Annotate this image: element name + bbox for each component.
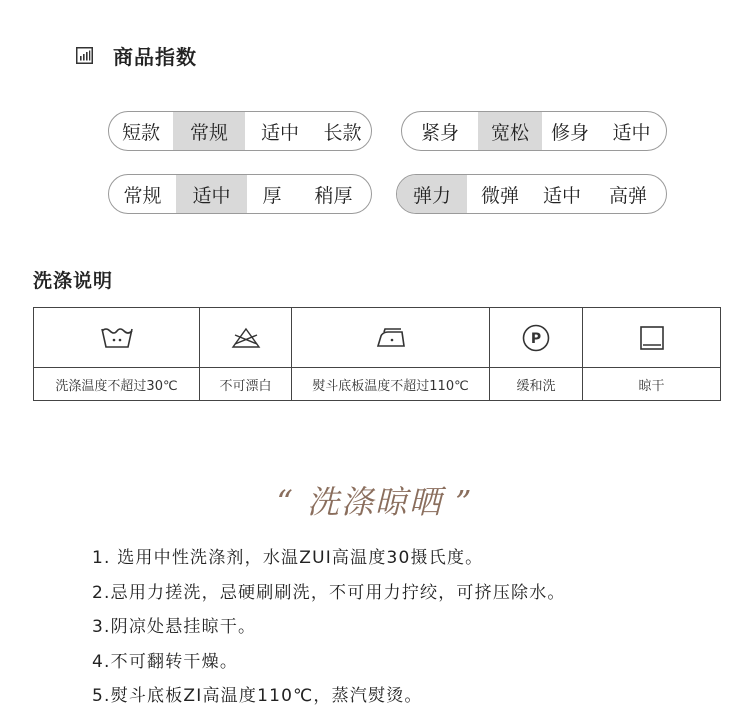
care-icon-cell [292, 308, 490, 367]
care-label: 洗涤温度不超过30℃ [55, 378, 178, 394]
index-option: 高弹 [608, 184, 647, 207]
section-header-product-index [76, 40, 197, 70]
care-label: 不可漂白 [219, 378, 272, 394]
index-option-selected: 宽松 [478, 112, 542, 150]
care-label-cell [490, 368, 583, 400]
index-thickness [108, 174, 372, 214]
index-elasticity [396, 174, 667, 214]
dry-clean-p-icon [521, 323, 551, 353]
index-length [108, 111, 372, 151]
index-option-selected: 适中 [176, 175, 247, 213]
care-table [33, 307, 721, 401]
washing-tips-list [92, 541, 566, 714]
no-bleach-icon [231, 326, 261, 350]
index-option: 适中 [612, 121, 651, 144]
care-label: 熨斗底板温度不超过110℃ [312, 378, 469, 394]
index-option: 短款 [121, 121, 160, 144]
index-option-selected: 弹力 [397, 175, 467, 213]
care-labels-row [34, 368, 720, 400]
care-label-cell [200, 368, 292, 400]
list-item: 2.忌用力搓洗，忌硬刷刷洗，不可用力拧绞，可挤压除水。 [92, 582, 566, 603]
dry-clean-letter: P [530, 330, 542, 347]
line-dry-icon [639, 325, 665, 351]
washing-title: “ 洗涤晾晒 ” [276, 483, 474, 521]
list-item: 5.熨斗底板ZI高温度110℃，蒸汽熨烫。 [92, 686, 423, 706]
index-option: 厚 [262, 184, 282, 207]
iron-icon [375, 327, 407, 349]
care-label-cell [292, 368, 490, 400]
index-option: 常规 [123, 184, 162, 207]
index-option: 适中 [260, 121, 299, 144]
index-fit [401, 111, 667, 151]
care-icon-cell [490, 308, 583, 367]
index-option: 修身 [550, 121, 589, 144]
care-label: 晾干 [638, 378, 665, 394]
index-option-selected: 常规 [173, 112, 245, 150]
index-option: 适中 [542, 184, 581, 207]
care-icon-cell [34, 308, 200, 367]
bar-chart-icon [76, 47, 93, 64]
care-label-cell [34, 368, 200, 400]
care-section-title: 洗涤说明 [33, 270, 114, 292]
index-option: 紧身 [420, 121, 459, 144]
list-item: 3.阴凉处悬挂晾干。 [92, 617, 257, 637]
care-icon-cell [583, 308, 720, 367]
care-icon-cell [200, 308, 292, 367]
care-label: 缓和洗 [516, 378, 556, 394]
care-icons-row [34, 308, 720, 368]
care-label-cell [583, 368, 720, 400]
list-item: 4.不可翻转干燥。 [92, 651, 239, 672]
index-option: 稍厚 [314, 184, 353, 207]
wash-tub-30-icon [100, 325, 134, 351]
page-title: 商品指数 [113, 44, 197, 69]
index-option: 长款 [323, 121, 362, 144]
index-option: 微弹 [480, 184, 519, 207]
list-item: 1. 选用中性洗涤剂，水温ZUI高温度30摄氏度。 [92, 548, 484, 568]
